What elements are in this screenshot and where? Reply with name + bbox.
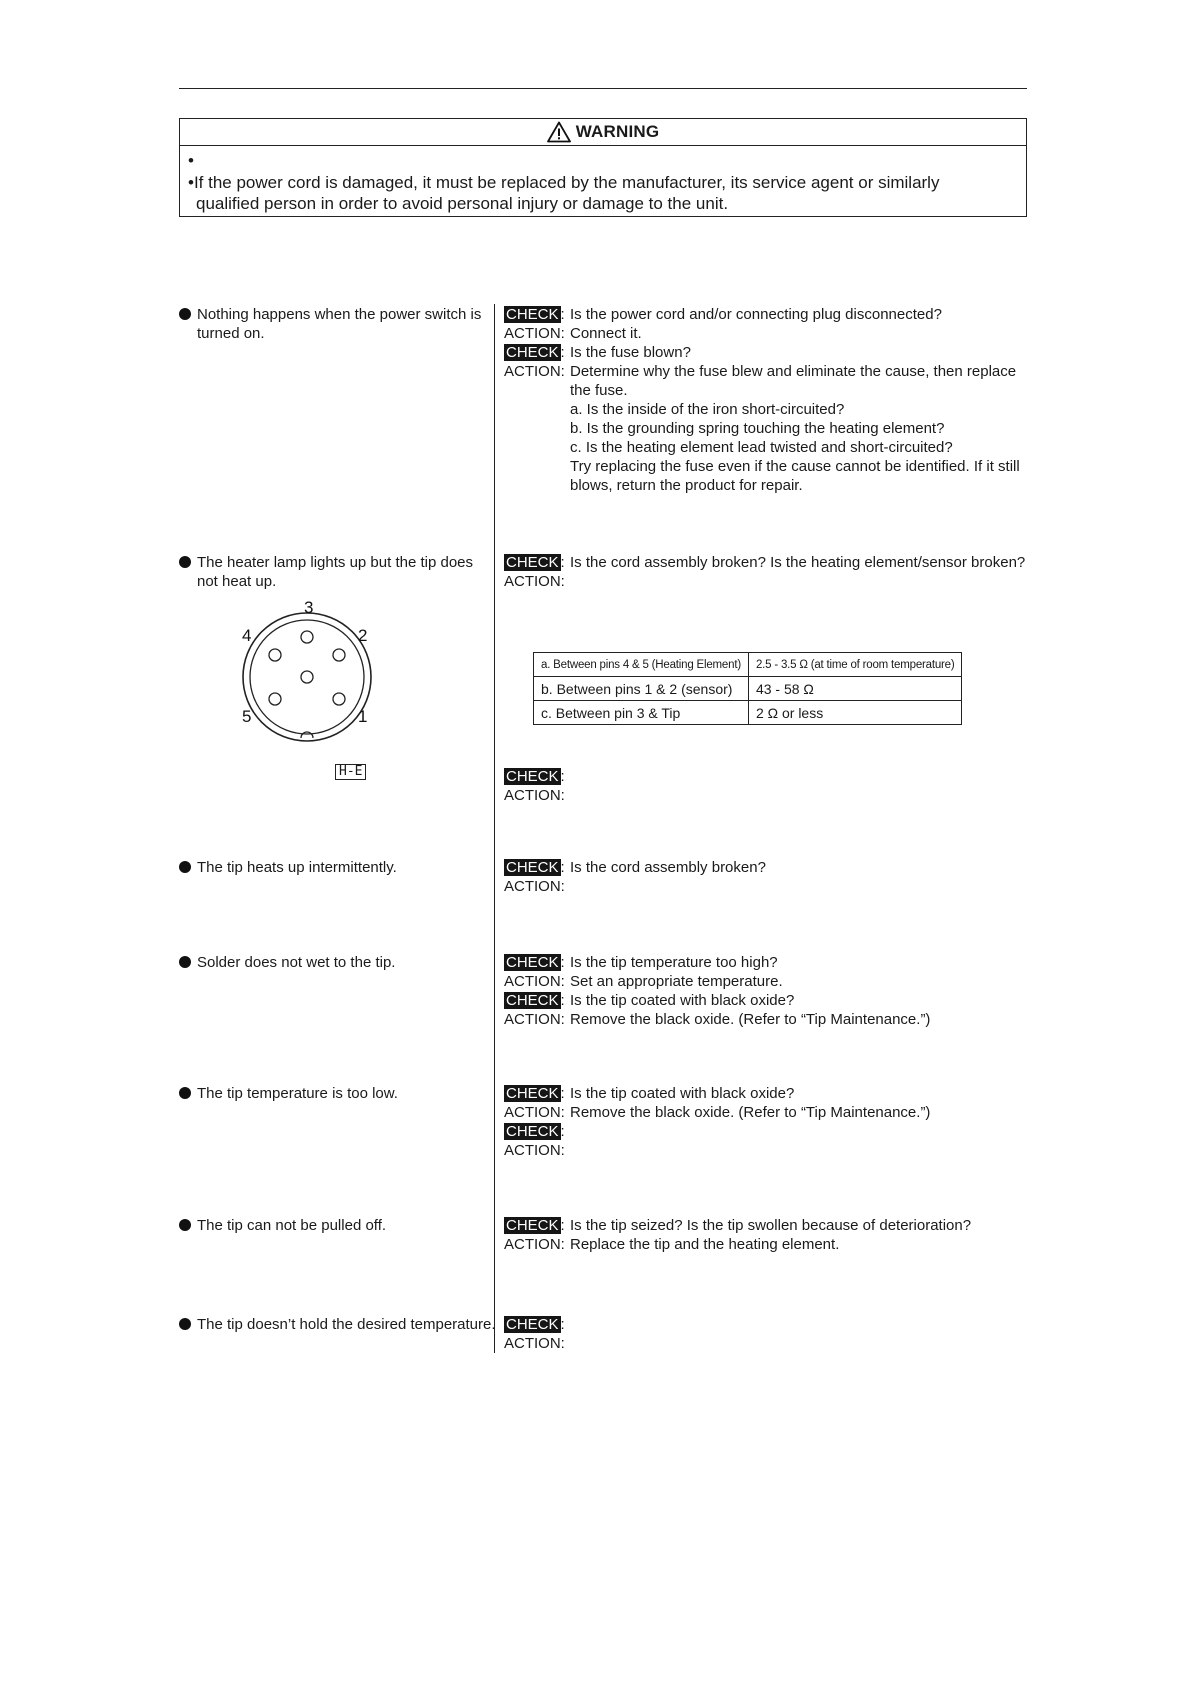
pin-label-3: 3	[304, 598, 314, 617]
check-row	[504, 1122, 1034, 1141]
action-row	[504, 572, 1034, 591]
action-text: Connect it.	[570, 325, 642, 342]
table-row	[534, 653, 962, 677]
remedy-hold	[504, 1315, 1034, 1353]
check-text: Is the cord assembly broken? Is the heating element/sensor broken?	[570, 554, 1026, 571]
top-rule	[179, 88, 1027, 89]
symptom-wet	[179, 953, 497, 972]
action-label: ACTION:	[504, 1335, 565, 1352]
symptom-intermittent	[179, 858, 497, 877]
table-row	[534, 701, 962, 725]
check-tag: CHECK	[506, 554, 559, 571]
action-row	[504, 1103, 1034, 1122]
check-text: Is the tip seized? Is the tip swollen because of deterioration?	[570, 1217, 972, 1234]
action-text: Determine why the fuse blew and eliminate the cause, then replace the fuse.	[570, 363, 1017, 399]
bullet-icon	[179, 308, 191, 320]
check-tag: CHECK	[506, 1217, 559, 1234]
bullet-icon	[179, 556, 191, 568]
check-text: Is the fuse blown?	[570, 344, 691, 361]
check-label	[504, 343, 570, 362]
pin-label-1: 1	[358, 707, 368, 726]
remedy-intermittent	[504, 858, 1034, 896]
table-cell-label: c. Between pin 3 & Tip	[534, 701, 749, 725]
check-colon: :	[560, 1316, 565, 1333]
action-row	[504, 1235, 1034, 1254]
warning-line-3: qualified person in order to avoid personal injury or damage to the unit.	[196, 194, 729, 213]
table-cell-value: 2 Ω or less	[748, 701, 962, 725]
warning-triangle-icon	[547, 121, 571, 143]
check-row	[504, 305, 1034, 324]
check-tag: CHECK	[506, 344, 559, 361]
action-text: Remove the black oxide. (Refer to “Tip Maintenance.”)	[570, 1104, 931, 1121]
bullet-icon	[179, 861, 191, 873]
check-text: Is the cord assembly broken?	[570, 859, 766, 876]
action-row	[504, 362, 1034, 400]
action-label: ACTION:	[504, 787, 565, 804]
check-row	[504, 953, 1034, 972]
action-label: ACTION:	[504, 1236, 565, 1253]
check-label	[504, 1315, 570, 1334]
bullet-icon	[179, 1087, 191, 1099]
check-colon: :	[560, 1217, 565, 1234]
symptom-text: The tip doesn’t hold the desired temperature.	[197, 1316, 496, 1333]
check-tag: CHECK	[506, 859, 559, 876]
sub-item-a: a. Is the inside of the iron short-circuited?	[570, 401, 845, 418]
fuse-note: Try replacing the fuse even if the cause cannot be identified. If it still blows, return the product for repair.	[570, 458, 1020, 494]
check-colon: :	[560, 306, 565, 323]
check-colon: :	[560, 954, 565, 971]
symptom-power	[179, 305, 497, 343]
symptom-lamp	[179, 553, 497, 591]
action-row	[504, 324, 1034, 343]
check-label	[504, 953, 570, 972]
connector-key-notch	[301, 732, 313, 738]
symptom-text: The tip heats up intermittently.	[197, 859, 397, 876]
check-colon: :	[560, 1123, 565, 1140]
warning-line-2: •If the power cord is damaged, it must be replaced by the manufacturer, its service agent or similarly	[188, 172, 940, 192]
check-row	[504, 1216, 1034, 1235]
action-row	[504, 786, 1034, 805]
check-row	[504, 991, 1034, 1010]
table-row	[534, 677, 962, 701]
bullet-icon	[179, 956, 191, 968]
check-colon: :	[560, 344, 565, 361]
check-row	[504, 1084, 1034, 1103]
action-label: ACTION:	[504, 1104, 565, 1121]
pin-hole-center	[301, 671, 313, 683]
remedy-wet	[504, 953, 1034, 1029]
column-divider	[494, 304, 495, 1353]
check-tag: CHECK	[506, 954, 559, 971]
warning-title: WARNING	[575, 122, 660, 141]
check-label	[504, 1084, 570, 1103]
pin-hole-4	[269, 649, 281, 661]
check-colon: :	[560, 554, 565, 571]
bullet-icon	[179, 1318, 191, 1330]
symptom-text: The tip temperature is too low.	[197, 1085, 398, 1102]
remedy-lamp	[504, 553, 1034, 591]
remedy-low	[504, 1084, 1034, 1160]
check-tag: CHECK	[506, 1316, 559, 1333]
check-tag: CHECK	[506, 992, 559, 1009]
warning-header	[180, 119, 1026, 146]
check-text: Is the power cord and/or connecting plug disconnected?	[570, 306, 942, 323]
symptom-hold	[179, 1315, 497, 1334]
action-label: ACTION:	[504, 573, 565, 590]
check-colon: :	[560, 992, 565, 1009]
table-cell-value: 43 - 58 Ω	[748, 677, 962, 701]
pin-label-4: 4	[242, 626, 252, 645]
table-cell-label: b. Between pins 1 & 2 (sensor)	[534, 677, 749, 701]
action-text: Remove the black oxide. (Refer to “Tip Maintenance.”)	[570, 1011, 931, 1028]
check-label	[504, 1216, 570, 1235]
warning-box	[179, 118, 1027, 217]
check-label	[504, 305, 570, 324]
error-display-label: H-E	[335, 764, 366, 780]
sub-item-b: b. Is the grounding spring touching the heating element?	[570, 420, 945, 437]
check-row	[504, 553, 1034, 572]
remedy-pulled	[504, 1216, 1034, 1254]
check-tag: CHECK	[506, 1123, 559, 1140]
symptom-text: Nothing happens when the power switch is turned on.	[197, 306, 482, 342]
pin-label-2: 2	[358, 626, 368, 645]
resistance-table	[533, 652, 962, 725]
remedy-lamp-second	[504, 767, 1034, 805]
check-colon: :	[560, 768, 565, 785]
check-colon: :	[560, 1085, 565, 1102]
table-cell-value: 2.5 - 3.5 Ω (at time of room temperature)	[748, 653, 962, 677]
action-label: ACTION:	[504, 973, 565, 990]
pin-hole-5	[269, 693, 281, 705]
action-label: ACTION:	[504, 363, 565, 380]
table-cell-label: a. Between pins 4 & 5 (Heating Element)	[534, 653, 749, 677]
check-row	[504, 858, 1034, 877]
check-label	[504, 858, 570, 877]
action-row	[504, 877, 1034, 896]
pin-hole-2	[333, 649, 345, 661]
action-row	[504, 1010, 1034, 1029]
action-row	[504, 1141, 1034, 1160]
check-label	[504, 553, 570, 572]
symptom-pulled	[179, 1216, 497, 1235]
action-label: ACTION:	[504, 325, 565, 342]
symptom-low	[179, 1084, 497, 1103]
symptom-text: Solder does not wet to the tip.	[197, 954, 396, 971]
pin-hole-1	[333, 693, 345, 705]
bullet-icon	[179, 1219, 191, 1231]
warning-body	[180, 146, 1026, 215]
check-text: Is the tip temperature too high?	[570, 954, 778, 971]
symptom-text: The heater lamp lights up but the tip does not heat up.	[197, 554, 474, 590]
action-row	[504, 1334, 1034, 1353]
check-label	[504, 991, 570, 1010]
check-text: Is the tip coated with black oxide?	[570, 992, 795, 1009]
warning-line-1: •	[188, 151, 194, 170]
connector-pin-diagram	[232, 596, 382, 746]
action-label: ACTION:	[504, 878, 565, 895]
check-label	[504, 1122, 570, 1141]
check-row	[504, 343, 1034, 362]
check-tag: CHECK	[506, 306, 559, 323]
check-label	[504, 767, 570, 786]
sub-item-c: c. Is the heating element lead twisted and short-circuited?	[570, 439, 953, 456]
check-tag: CHECK	[506, 1085, 559, 1102]
remedy-power	[504, 305, 1034, 495]
action-label: ACTION:	[504, 1011, 565, 1028]
check-text: Is the tip coated with black oxide?	[570, 1085, 795, 1102]
check-row	[504, 1315, 1034, 1334]
check-colon: :	[560, 859, 565, 876]
action-text: Set an appropriate temperature.	[570, 973, 783, 990]
check-row	[504, 767, 1034, 786]
pin-hole-3	[301, 631, 313, 643]
check-tag: CHECK	[506, 768, 559, 785]
pin-label-5: 5	[242, 707, 252, 726]
action-label: ACTION:	[504, 1142, 565, 1159]
action-row	[504, 972, 1034, 991]
action-text: Replace the tip and the heating element.	[570, 1236, 840, 1253]
symptom-text: The tip can not be pulled off.	[197, 1217, 387, 1234]
